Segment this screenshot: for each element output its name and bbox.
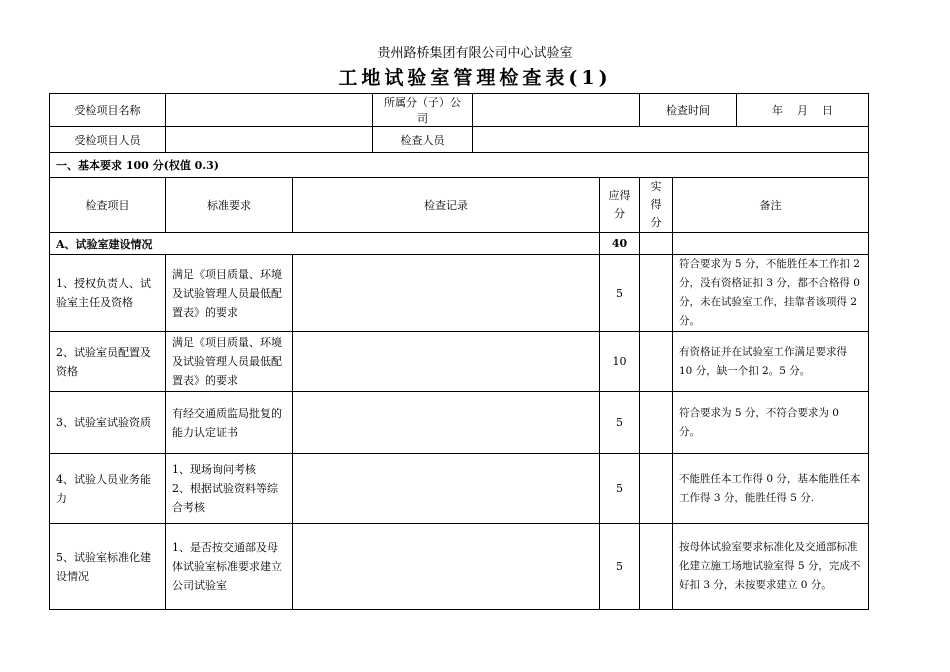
row-record-field[interactable]: [293, 255, 600, 332]
project-name-field[interactable]: [166, 94, 373, 127]
row-item: 5、试验室标准化建设情况: [50, 524, 166, 610]
row-remark: 按母体试验室要求标准化及交通部标准化建立施工场地试验室得 5 分，完成不好扣 3 分，未按要求建立 0 分。: [673, 524, 869, 610]
inspection-table: [49, 93, 869, 610]
row-standard: 满足《项目质量、环境及试验管理人员最低配置表》的要求: [166, 332, 293, 392]
row-actual-score-field[interactable]: [640, 332, 673, 392]
project-personnel-label: 受检项目人员: [50, 127, 166, 153]
row-record-field[interactable]: [293, 392, 600, 454]
row-item: 3、试验室试验资质: [50, 392, 166, 454]
inspector-label: 检查人员: [373, 127, 473, 153]
inspect-date-field[interactable]: 年 月 日: [737, 94, 869, 127]
row-should-score: 5: [600, 392, 640, 454]
section-title: 一、基本要求 100 分(权值 0.3): [50, 153, 869, 178]
col-standard-header: 标准要求: [166, 178, 293, 233]
group-actual-cell: [640, 233, 673, 255]
table-row: [50, 255, 869, 332]
organization-name: 贵州路桥集团有限公司中心试验室: [377, 46, 573, 61]
group-remark-cell: [673, 233, 869, 255]
row-remark: 有资格证并在试验室工作满足要求得 10 分，缺一个扣 2。5 分。: [673, 332, 869, 392]
row-record-field[interactable]: [293, 332, 600, 392]
row-remark: 不能胜任本工作得 0 分，基本能胜任本工作得 3 分，能胜任得 5 分.: [673, 454, 869, 524]
group-score: 40: [600, 233, 640, 255]
row-record-field[interactable]: [293, 524, 600, 610]
subsidiary-field[interactable]: [473, 94, 640, 127]
col-remark-header: 备注: [673, 178, 869, 233]
table-row: [50, 454, 869, 524]
section-row: [50, 153, 869, 178]
table-row: [50, 332, 869, 392]
inspector-field[interactable]: [473, 127, 869, 153]
col-record-header: 检查记录: [293, 178, 600, 233]
row-standard: 有经交通质监局批复的能力认定证书: [166, 392, 293, 454]
row-actual-score-field[interactable]: [640, 454, 673, 524]
subsidiary-label: 所属分（子）公司: [373, 94, 473, 127]
project-personnel-field[interactable]: [166, 127, 373, 153]
group-row: [50, 233, 869, 255]
table-row: [50, 392, 869, 454]
row-actual-score-field[interactable]: [640, 255, 673, 332]
row-item: 4、试验人员业务能力: [50, 454, 166, 524]
info-row-1: [50, 94, 869, 127]
row-actual-score-field[interactable]: [640, 524, 673, 610]
row-remark: 符合要求为 5 分，不符合要求为 0 分。: [673, 392, 869, 454]
column-header-row: [50, 178, 869, 233]
row-should-score: 5: [600, 454, 640, 524]
row-standard: 1、现场询问考核 2、根据试验资料等综合考核: [166, 454, 293, 524]
row-should-score: 5: [600, 524, 640, 610]
col-item-header: 检查项目: [50, 178, 166, 233]
row-standard: 满足《项目质量、环境及试验管理人员最低配置表》的要求: [166, 255, 293, 332]
row-remark: 符合要求为 5 分，不能胜任本工作扣 2 分，没有资格证扣 3 分，都不合格得 0 分，未在试验室工作，挂靠者该项得 2 分。: [673, 255, 869, 332]
row-actual-score-field[interactable]: [640, 392, 673, 454]
row-should-score: 5: [600, 255, 640, 332]
inspect-time-label: 检查时间: [640, 94, 737, 127]
info-row-2: [50, 127, 869, 153]
row-item: 2、试验室员配置及资格: [50, 332, 166, 392]
project-name-label: 受检项目名称: [50, 94, 166, 127]
group-title: A、试验室建设情况: [50, 233, 600, 255]
table-row: [50, 524, 869, 610]
form-title: 工地试验室管理检查表(1): [338, 67, 612, 89]
col-should-header: 应得分: [600, 178, 640, 233]
row-should-score: 10: [600, 332, 640, 392]
col-actual-header: 实得分: [640, 178, 673, 233]
row-standard: 1、是否按交通部及母体试验室标准要求建立公司试验室: [166, 524, 293, 610]
row-record-field[interactable]: [293, 454, 600, 524]
row-item: 1、授权负责人、试验室主任及资格: [50, 255, 166, 332]
